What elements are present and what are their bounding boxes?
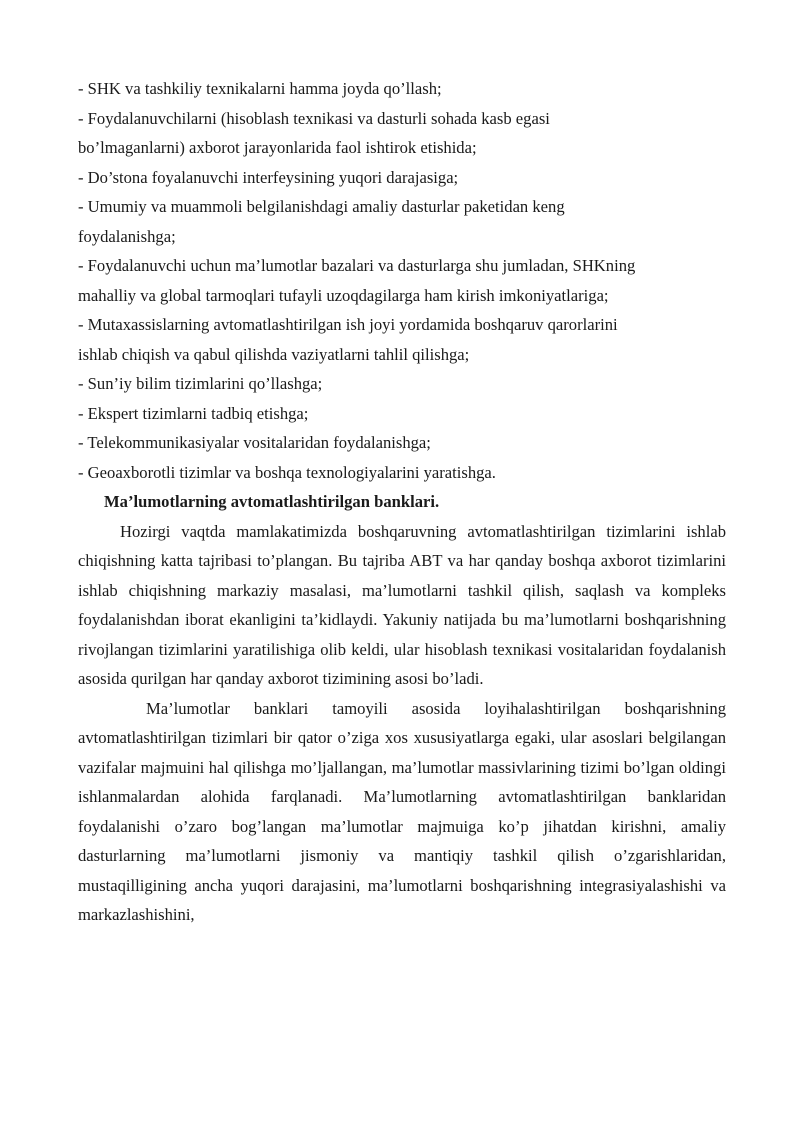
list-item: ishlab chiqish va qabul qilishda vaziyatlarni tahlil qilishga; [78, 344, 470, 364]
list-item: - Do’stona foyalanuvchi interfeysining yuqori darajasiga; [78, 167, 459, 187]
document-body [78, 74, 726, 930]
list-item: - Geoaxborotli tizimlar va boshqa texnologiyalarini yaratishga. [78, 462, 496, 482]
list-item: - Sun’iy bilim tizimlarini qo’llashga; [78, 374, 323, 393]
list-item: - SHK va tashkiliy texnikalarni hamma joyda qo’llash; [78, 79, 442, 98]
paragraph-1: Hozirgi vaqtda mamlakatimizda boshqaruvning avtomatlashtirilgan tizimlarini ishlab chiqishning katta tajribasi to’plangan. Bu tajriba ABT va har qanday boshqa axborot tizimlarini ishlab chiqishning markaziy masalasi, ma’lumotlarni tashkil qilish, saqlash va kompleks foydalanishdan iborat ekanligini ta’kidlaydi. Yakuniy natijada bu ma’lumotlarni boshqarishning rivojlangan tizimlarini yaratilishiga olib keldi, ular hisoblash texnikasi vositalaridan foydalanish asosida qurilgan har qanday axborot tizimining asosi bo’ladi. [78, 521, 726, 688]
list-item: mahalliy va global tarmoqlari tufayli uzoqdagilarga ham kirish imkoniyatlariga; [78, 285, 609, 305]
list-item: - Foydalanuvchi uchun ma’lumotlar bazalari va dasturlarga shu jumladan, SHKning [78, 256, 636, 275]
list-item: - Telekommunikasiyalar vositalaridan foydalanishga; [78, 433, 431, 452]
list-item: - Umumiy va muammoli belgilanishdagi amaliy dasturlar paketidan keng [78, 197, 565, 216]
paragraph-2: Ma’lumotlar banklari tamoyili asosida loyihalashtirilgan boshqarishning avtomatlashtirilgan tizimlari bir qator o’ziga xos xususiyatlarga egaki, ular asoslari belgilangan vazifalar majmuini hal qilishga mo’ljallangan, ma’lumotlar massivlarining tizimi bo’lgan oldingi ishlanmalardan alohida farqlanadi. Ma’lumotlarning avtomatlashtirilgan banklaridan foydalanishi o’zaro bog’langan ma’lumotlar majmuiga ko’p jihatdan kirishni, amaliy dasturlarning ma’lumotlarni jismoniy va mantiqiy tashkil qilish o’zgarishlaridan, mustaqilligining ancha yuqori darajasini, ma’lumotlarni boshqarishning integrasiyalashishi va markazlashishini, [78, 698, 726, 924]
list-item: foydalanishga; [78, 226, 176, 246]
list-item: - Foydalanuvchilarni (hisoblash texnikasi va dasturli sohada kasb egasi [78, 108, 550, 128]
list-item: - Ekspert tizimlarni tadbiq etishga; [78, 403, 309, 423]
list-item: - Mutaxassislarning avtomatlashtirilgan ish joyi yordamida boshqaruv qarorlarini [78, 315, 618, 334]
list-item: bo’lmaganlarni) axborot jarayonlarida faol ishtirok etishida; [78, 138, 477, 157]
section-heading: Ma’lumotlarning avtomatlashtirilgan banklari. [104, 492, 440, 511]
